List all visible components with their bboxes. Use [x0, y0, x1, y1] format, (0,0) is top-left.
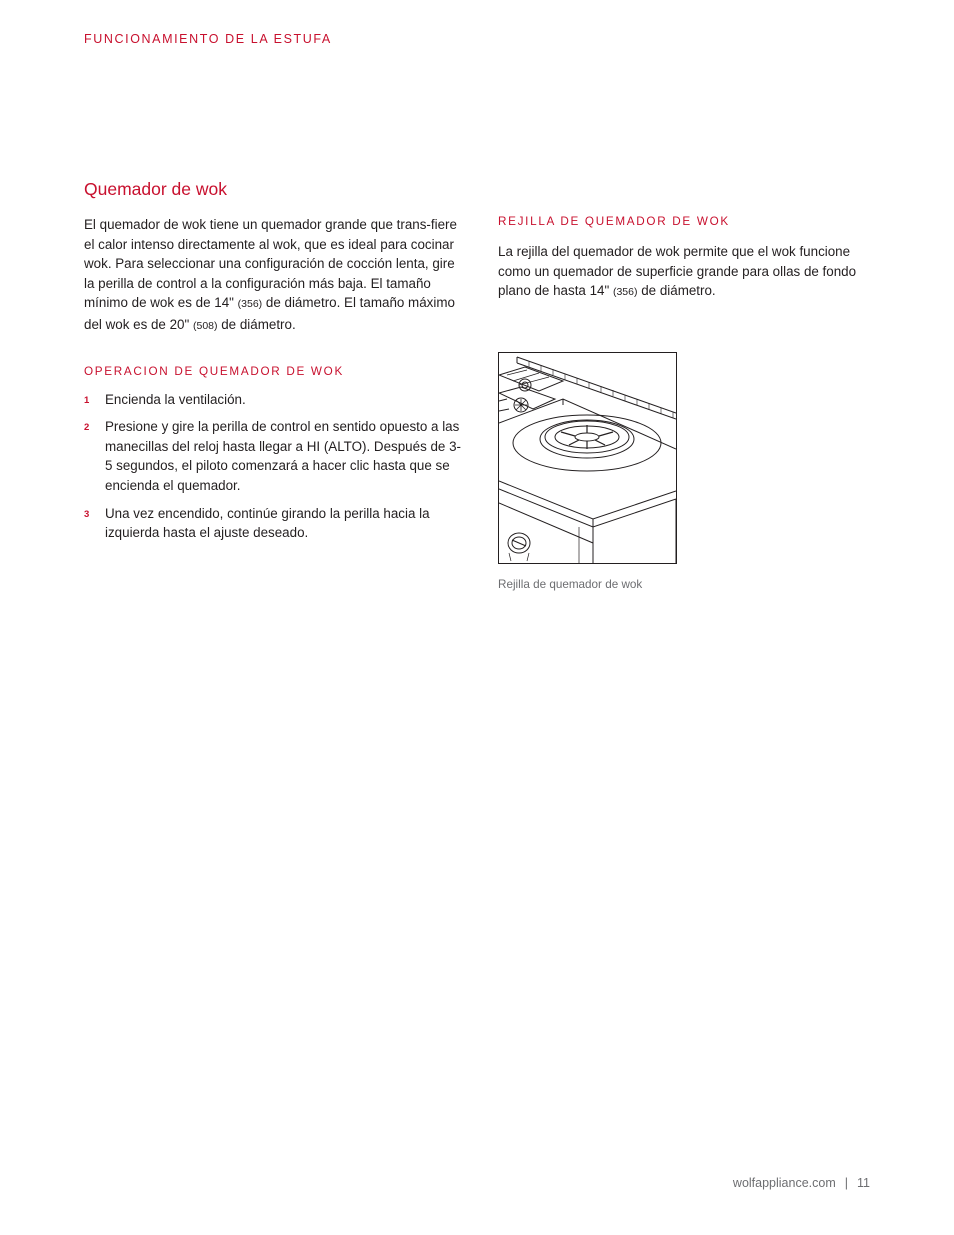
- right-column: [498, 214, 878, 303]
- intro-paragraph: [84, 215, 464, 337]
- step-number: 1: [84, 394, 90, 406]
- intro-text-3: de diámetro.: [221, 316, 296, 332]
- section-header: FUNCIONAMIENTO DE LA ESTUFA: [84, 32, 332, 46]
- grate-paragraph: [498, 242, 878, 303]
- wok-grate-drawing: [499, 353, 676, 563]
- figure-caption: Rejilla de quemador de wok: [498, 578, 643, 591]
- operation-steps: [84, 390, 464, 543]
- list-item: [84, 390, 464, 410]
- metric-size-356: (356): [612, 286, 638, 299]
- intro-text-2: de diámetro. El tamaño máximo del wok es de 20": [84, 295, 455, 332]
- step-text: Encienda la ventilación.: [105, 391, 246, 407]
- left-column: [84, 178, 464, 551]
- wok-grate-illustration: [498, 352, 677, 564]
- intro-text-1: El quemador de wok tiene un quemador grande que trans-fiere el calor intenso directamente al wok, que es ideal para cocinar wok. Para seleccionar una configuración de cocción lenta, gire la perilla de control a la configuración más baja. El tamaño mínimo de wok es de 14": [84, 217, 457, 311]
- list-item: [84, 504, 464, 543]
- page-number: 11: [857, 1176, 870, 1190]
- step-number: 2: [84, 422, 90, 434]
- metric-size-356: (356): [237, 298, 263, 311]
- step-text: Una vez encendido, continúe girando la perilla hacia la izquierda hasta el ajuste deseado.: [105, 505, 430, 541]
- footer-separator: |: [844, 1176, 849, 1190]
- footer-website: wolfappliance.com: [732, 1176, 836, 1190]
- page-footer: [733, 1176, 870, 1190]
- grate-text-1: La rejilla del quemador de wok permite que el wok funcione como un quemador de superficie grande para ollas de fondo plano de hasta 14": [498, 244, 857, 299]
- step-text: Presione y gire la perilla de control en sentido opuesto a las manecillas del reloj hasta llegar a HI (ALTO). Después de 3-5 segundos, el piloto comenzará a hacer clic hasta que se encienda el quemador.: [105, 419, 462, 493]
- page-title: Quemador de wok: [84, 179, 227, 199]
- step-number: 3: [84, 508, 90, 520]
- grate-heading: REJILLA DE QUEMADOR DE WOK: [498, 215, 730, 228]
- grate-text-2: de diámetro.: [641, 283, 716, 299]
- metric-size-508: (508): [192, 319, 218, 332]
- operation-heading: OPERACION DE QUEMADOR DE WOK: [84, 364, 344, 378]
- list-item: [84, 417, 464, 495]
